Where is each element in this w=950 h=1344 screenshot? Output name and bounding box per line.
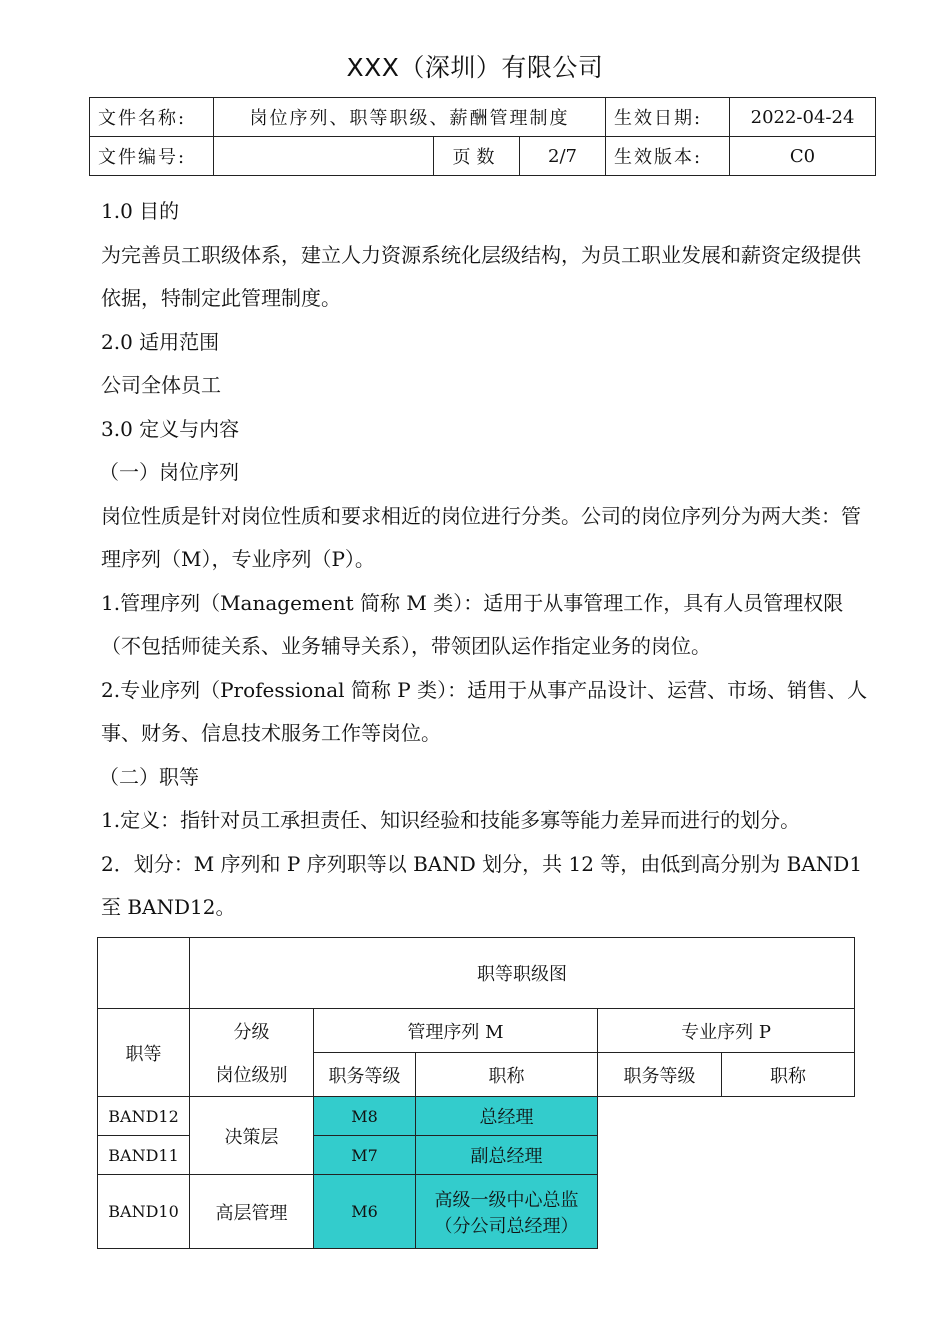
subsection-1-text: 岗位性质是针对岗位性质和要求相近的岗位进行分类。公司的岗位序列分为两大类：管理序列（M），专业序列（P）。 [101,503,861,571]
m-title-note: （分公司总经理） [434,1215,579,1237]
column-header-duty-grade-p: 职务等级 [598,1053,722,1097]
level-decision-cell: 决策层 [190,1097,314,1175]
level-senior-cell: 高层管理 [190,1175,314,1249]
section-2-text: 公司全体员工 [101,373,221,397]
version-value: C0 [730,137,876,176]
column-header-title-p: 职称 [722,1053,855,1097]
grade-chart-title: 职等职级图 [190,938,855,1009]
professional-series-header: 专业序列 P [598,1009,855,1053]
file-number-label: 文件编号: [90,137,214,176]
subsection-2-item-2: 2．划分：M 序列和 P 序列职等以 BAND 划分，共 12 等，由低到高分别为 BAND1 至 BAND12。 [101,851,863,919]
subsection-1-heading: （一）岗位序列 [99,460,239,484]
m-title-cell [416,1175,598,1249]
file-number-value [214,137,434,176]
m-title-cell: 副总经理 [416,1136,598,1175]
column-header-grade: 职等 [98,1009,190,1097]
grade-chart-table [97,937,855,1249]
section-1-text: 为完善员工职级体系，建立人力资源系统化层级结构，为员工职业发展和薪资定级提供依据，特制定此管理制度。 [101,242,861,310]
section-1-heading: 1.0 目的 [101,199,180,223]
subsection-1-item-2: 2.专业序列（Professional 简称 P 类）：适用于从事产品设计、运营、市场、销售、人事、财务、信息技术服务工作等岗位。 [101,677,868,745]
subsection-1-item-1: 1.管理序列（Management 简称 M 类）：适用于从事管理工作，具有人员管理权限（不包括师徒关系、业务辅导关系），带领团队运作指定业务的岗位。 [101,590,844,658]
section-3-heading: 3.0 定义与内容 [101,416,240,441]
document-body [101,190,871,930]
band-cell: BAND12 [98,1097,190,1136]
page-label: 页数 [434,137,520,176]
table-corner-cell [98,938,190,1009]
effective-date-label: 生效日期: [606,98,730,137]
table-row [98,1097,855,1136]
file-name-label: 文件名称: [90,98,214,137]
m-grade-cell: M6 [314,1175,416,1249]
professional-series-empty-area [598,1097,855,1249]
page-value: 2/7 [520,137,606,176]
subsection-2-heading: （二）职等 [99,764,199,789]
m-title-main: 高级一级中心总监 [434,1189,579,1211]
m-title-cell: 总经理 [416,1097,598,1136]
column-header-position-level: 岗位级别 [190,1053,314,1097]
m-grade-cell: M8 [314,1097,416,1136]
subsection-2-item-1: 1.定义：指针对员工承担责任、知识经验和技能多寡等能力差异而进行的划分。 [101,808,801,832]
document-header-table [89,97,876,176]
company-title: XXX（深圳）有限公司 [346,53,604,82]
management-series-header: 管理序列 M [314,1009,598,1053]
section-2-heading: 2.0 适用范围 [101,329,220,354]
column-header-title-m: 职称 [416,1053,598,1097]
column-header-level: 分级 [190,1009,314,1053]
version-label: 生效版本: [606,137,730,176]
band-cell: BAND11 [98,1136,190,1175]
file-name-value: 岗位序列、职等职级、薪酬管理制度 [214,98,606,137]
m-grade-cell: M7 [314,1136,416,1175]
effective-date-value: 2022-04-24 [730,98,876,137]
band-cell: BAND10 [98,1175,190,1249]
column-header-duty-grade-m: 职务等级 [314,1053,416,1097]
